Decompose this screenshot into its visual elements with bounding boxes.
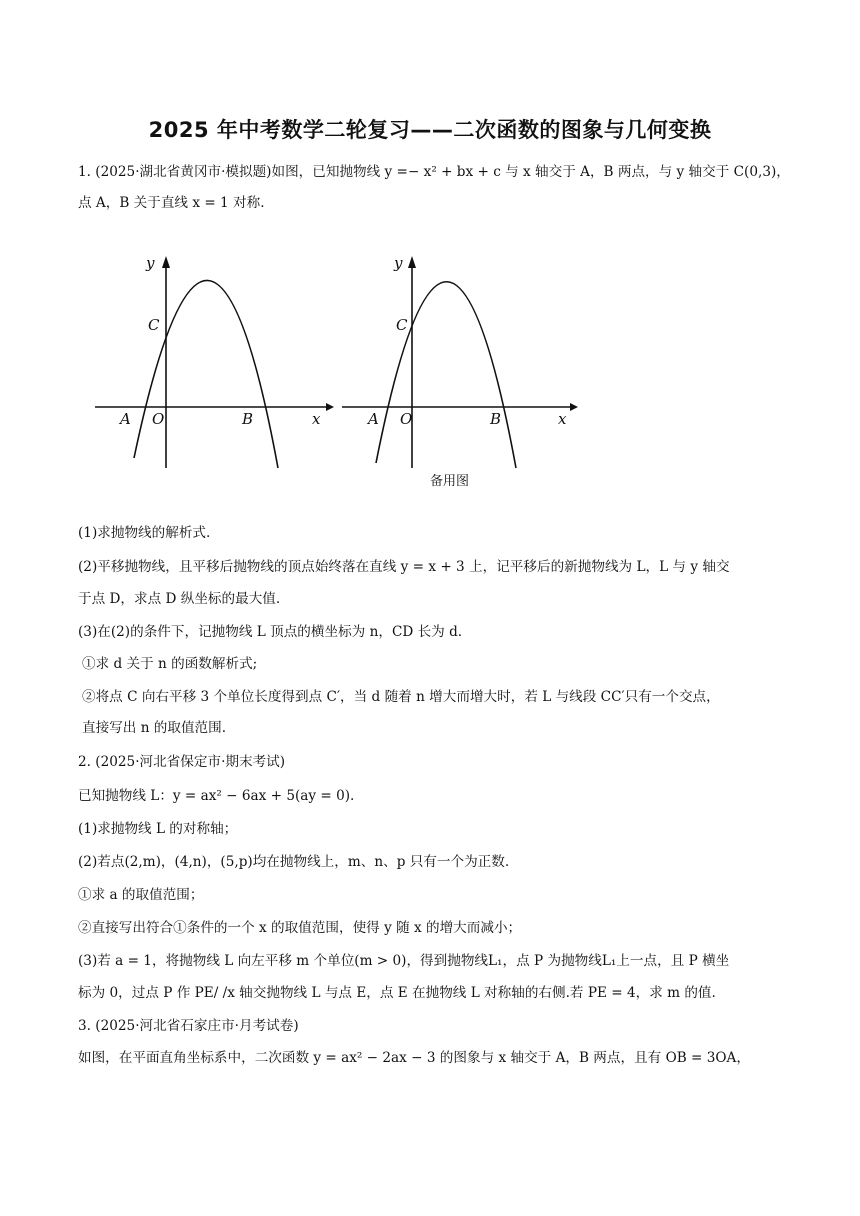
q1-part-3-sub-1: ①求 d 关于 n 的函数解析式; — [82, 656, 258, 672]
q1-stem-line-1: 1. (2025·湖北省黄冈市·模拟题)如图，已知抛物线 y =− x² + bx + c 与 x 轴交于 A，B 两点，与 y 轴交于 C(0,3)， — [78, 164, 790, 180]
x-axis-arrow — [570, 403, 578, 411]
q2-part-2: (2)若点(2,m)，(4,n)，(5,p)均在抛物线上，m、n、p 只有一个为正数. — [78, 854, 510, 870]
label-x: x — [558, 410, 567, 428]
q1-stem-line-2: 点 A，B 关于直线 x = 1 对称. — [78, 195, 265, 211]
q1-figure-spare — [338, 248, 588, 493]
q2-part-2-sub-1: ①求 a 的取值范围； — [78, 887, 204, 903]
label-a: A — [368, 410, 379, 428]
y-axis-arrow — [408, 256, 416, 268]
x-axis-arrow — [326, 403, 334, 411]
q1-part-1: (1)求抛物线的解析式. — [78, 525, 211, 541]
q1-figure-main — [90, 248, 340, 488]
figure-caption: 备用图 — [430, 474, 470, 489]
q1-part-2-line-1: (2)平移抛物线，且平移后抛物线的顶点始终落在直线 y = x + 3 上，记平移后的新抛物线为 L，L 与 y 轴交 — [78, 559, 730, 575]
label-b: B — [242, 410, 254, 428]
label-y: y — [394, 254, 403, 272]
label-o: O — [400, 410, 413, 428]
y-axis-arrow — [162, 256, 170, 268]
q1-part-2-line-2: 于点 D，求点 D 纵坐标的最大值. — [78, 591, 281, 607]
q2-part-2-sub-2: ②直接写出符合①条件的一个 x 的取值范围，使得 y 随 x 的增大而减小； — [78, 920, 522, 936]
q2-source: 2. (2025·河北省保定市·期末考试) — [78, 754, 286, 770]
q1-part-3-sub-2-line-1: ②将点 C 向右平移 3 个单位长度得到点 C′，当 d 随着 n 增大而增大时，若 L 与线段 CC′只有一个交点， — [82, 689, 720, 705]
label-b: B — [490, 410, 502, 428]
label-o: O — [152, 410, 165, 428]
label-a: A — [120, 410, 131, 428]
q3-stem: 如图，在平面直角坐标系中，二次函数 y = ax² − 2ax − 3 的图象与 x 轴交于 A，B 两点，且有 OB = 3OA， — [78, 1050, 750, 1066]
q3-source: 3. (2025·河北省石家庄市·月考试卷) — [78, 1018, 299, 1034]
label-c: C — [148, 316, 160, 334]
label-c: C — [396, 316, 408, 334]
q2-part-1: (1)求抛物线 L 的对称轴； — [78, 821, 238, 837]
q1-part-3: (3)在(2)的条件下，记抛物线 L 顶点的横坐标为 n，CD 长为 d. — [78, 624, 463, 640]
parabola-curve — [134, 280, 278, 468]
page-title: 2025 年中考数学二轮复习——二次函数的图象与几何变换 — [148, 118, 712, 142]
q1-part-3-sub-2-line-2: 直接写出 n 的取值范围. — [82, 720, 227, 736]
q2-part-3-line-2: 标为 0，过点 P 作 PE/ /x 轴交抛物线 L 与点 E，点 E 在抛物线 L 对称轴的右侧.若 PE = 4，求 m 的值. — [78, 985, 716, 1001]
label-x: x — [312, 410, 321, 428]
q2-part-3-line-1: (3)若 a = 1，将抛物线 L 向左平移 m 个单位(m > 0)，得到抛物线L₁，点 P 为抛物线L₁上一点，且 P 横坐 — [78, 953, 730, 969]
q2-stem: 已知抛物线 L：y = ax² − 6ax + 5(ay = 0). — [78, 788, 355, 804]
label-y: y — [146, 254, 155, 272]
parabola-curve — [376, 282, 516, 468]
